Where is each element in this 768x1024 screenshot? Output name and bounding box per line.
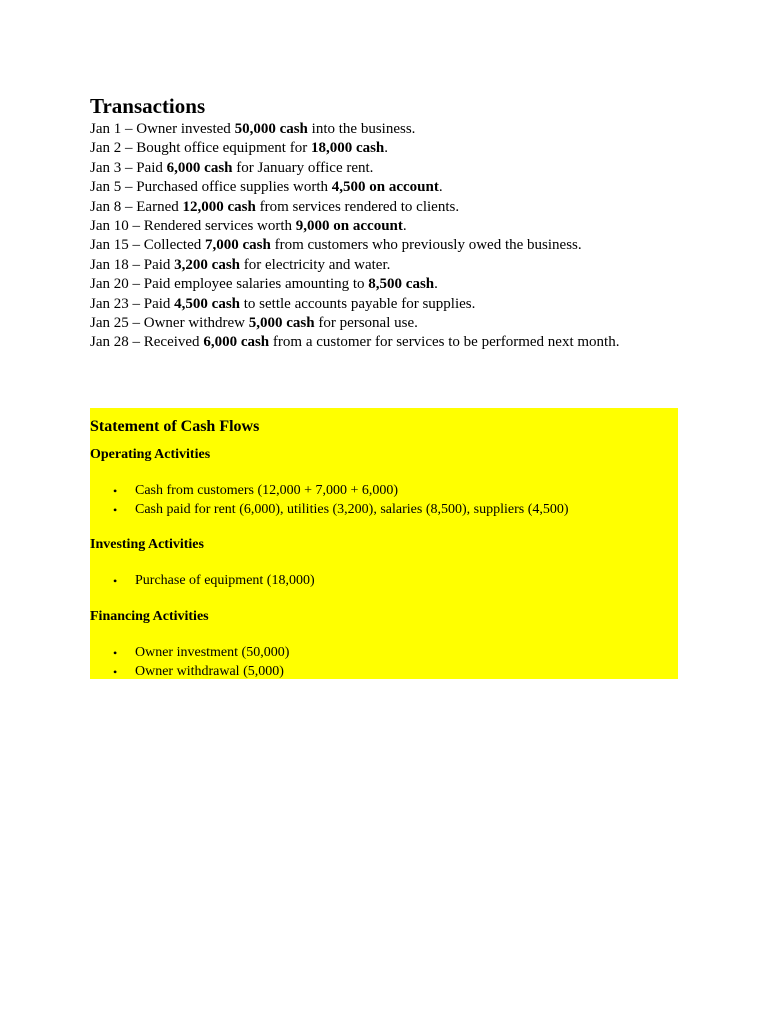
transaction-date: Jan 1: [90, 121, 122, 137]
transaction-text: – Paid: [121, 159, 167, 176]
operating-activities-heading: Operating Activities: [90, 447, 211, 462]
transaction-text: – Purchased office supplies worth: [121, 179, 332, 196]
transaction-text: .: [384, 140, 389, 157]
transaction-text: – Rendered services worth: [128, 218, 296, 235]
transaction-text: from customers who previously owed the business.: [270, 237, 582, 254]
transaction-line: [90, 333, 619, 352]
transaction-amount: 7,000 cash: [204, 237, 271, 254]
transaction-text: .: [438, 179, 443, 196]
list-item-text: Owner investment (50,000): [135, 645, 290, 660]
transaction-text: to settle accounts payable for supplies.: [240, 295, 476, 312]
bullet-icon: •: [113, 502, 118, 517]
transaction-text: – Collected: [128, 237, 205, 254]
list-item-text: Cash paid for rent (6,000), utilities (3,200), salaries (8,500), suppliers (4,500): [135, 501, 569, 517]
transaction-line: [90, 120, 619, 139]
transaction-line: [90, 198, 619, 217]
cash-flow-statement: [90, 408, 678, 679]
transaction-date: Jan 10: [90, 218, 129, 235]
investing-activities-heading: Investing Activities: [90, 537, 204, 552]
financing-activities-heading: Financing Activities: [90, 609, 209, 624]
transaction-amount: 12,000 cash: [182, 198, 256, 215]
transaction-line: [90, 295, 619, 314]
transaction-line: [90, 314, 619, 333]
list-item: [90, 663, 289, 682]
transaction-line: [90, 236, 619, 255]
transaction-date: Jan 2: [90, 140, 122, 157]
list-item: [90, 572, 315, 591]
transaction-text: from services rendered to clients.: [255, 198, 460, 215]
transaction-date: Jan 25: [90, 315, 129, 332]
transaction-text: .: [402, 218, 407, 235]
transactions-heading: Transactions: [90, 94, 206, 118]
transaction-date: Jan 5: [90, 179, 122, 196]
transaction-amount: 6,000 cash: [166, 159, 233, 176]
transaction-text: – Paid: [128, 295, 175, 312]
transaction-text: .: [434, 276, 438, 293]
transaction-amount: 4,500 cash: [174, 295, 241, 312]
transaction-text: for personal use.: [314, 315, 418, 332]
list-item-text: Purchase of equipment (18,000): [135, 573, 315, 588]
transaction-date: Jan 18: [90, 256, 129, 273]
investing-activities-list: [90, 572, 315, 591]
transaction-line: [90, 178, 619, 197]
transaction-date: Jan 15: [90, 237, 129, 254]
transaction-text: for January office rent.: [232, 159, 374, 176]
transaction-date: Jan 28: [90, 334, 129, 351]
list-item: [90, 644, 289, 663]
transaction-line: [90, 275, 619, 294]
transaction-date: Jan 23: [90, 295, 129, 312]
list-item: [90, 501, 569, 520]
bullet-icon: •: [113, 664, 118, 679]
transaction-text: from a customer for services to be performed next month.: [269, 334, 620, 351]
transaction-line: [90, 139, 619, 158]
transaction-line: [90, 217, 619, 236]
transaction-amount: 6,000 cash: [203, 334, 270, 351]
list-item-text: Cash from customers (12,000 + 7,000 + 6,000): [135, 483, 399, 498]
transaction-date: Jan 8: [90, 198, 122, 215]
transaction-text: for electricity and water.: [240, 256, 391, 273]
transaction-amount: 18,000 cash: [310, 140, 385, 157]
transaction-amount: 9,000 on account: [295, 218, 403, 235]
transactions-list: [90, 120, 619, 353]
bullet-icon: •: [113, 646, 118, 660]
cash-flow-title: Statement of Cash Flows: [90, 418, 260, 435]
transaction-line: [90, 159, 619, 178]
operating-activities-list: [90, 482, 569, 519]
transaction-text: – Owner invested: [121, 121, 235, 137]
transaction-text: – Owner withdrew: [128, 315, 249, 332]
transaction-amount: 8,500 cash: [368, 276, 435, 293]
list-item: [90, 482, 569, 501]
transaction-text: – Bought office equipment for: [121, 140, 311, 157]
transaction-amount: 50,000 cash: [234, 121, 308, 137]
transaction-text: – Earned: [121, 198, 183, 215]
transaction-text: into the business.: [307, 121, 416, 137]
transaction-amount: 5,000 cash: [248, 315, 315, 332]
transaction-text: – Paid employee salaries amounting to: [128, 276, 369, 293]
transaction-text: – Paid: [128, 256, 175, 273]
bullet-icon: •: [113, 484, 118, 498]
transaction-line: [90, 256, 619, 275]
transaction-text: – Received: [128, 334, 204, 351]
transaction-amount: 4,500 on account: [331, 179, 439, 196]
financing-activities-list: [90, 644, 289, 681]
bullet-icon: •: [113, 574, 118, 588]
transaction-amount: 3,200 cash: [174, 256, 241, 273]
transaction-date: Jan 20: [90, 276, 129, 293]
transaction-date: Jan 3: [90, 159, 122, 176]
list-item-text: Owner withdrawal (5,000): [135, 663, 284, 679]
